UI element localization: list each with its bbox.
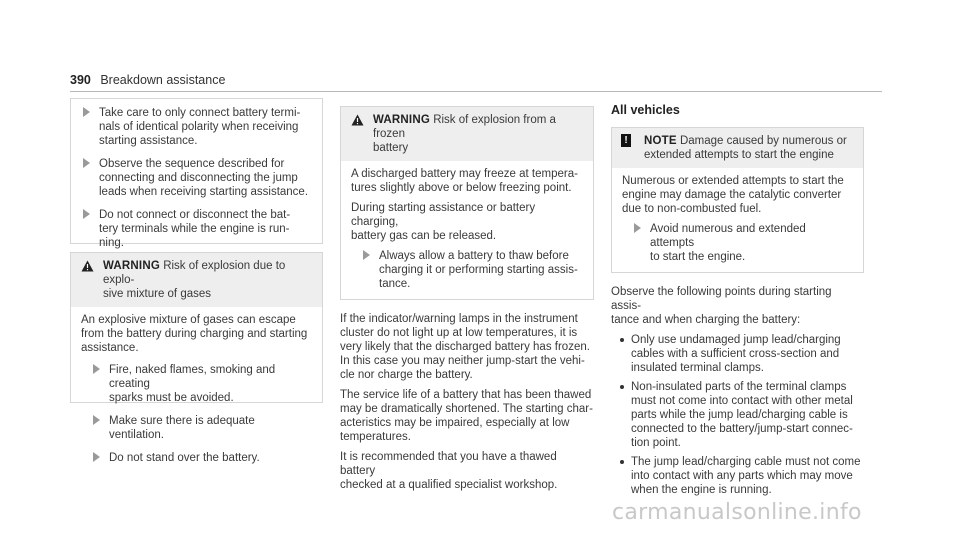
- arrow-bullet-icon: [93, 452, 100, 462]
- arrow-bullet-icon: [93, 415, 100, 425]
- warning-text: An explosive mixture of gases can escape from the battery during charging and starting assistance.: [81, 314, 308, 354]
- warning-title: Risk of explosion due to explo-: [103, 260, 286, 286]
- bullet-dot-icon: [620, 460, 624, 464]
- page-number: 390: [70, 73, 91, 87]
- intro-paragraph: Observe the following points during starting assis- tance and when charging the battery:: [611, 286, 832, 326]
- body-paragraph: It is recommended that you have a thawed battery checked at a qualified specialist workshop.: [340, 451, 558, 491]
- list-item: Do not stand over the battery.: [81, 451, 312, 465]
- list-item: Always allow a battery to thaw before charging it or performing starting assis- tance.: [351, 249, 583, 291]
- list-item: Take care to only connect battery termi- nals of identical polarity when receiving starting assistance.: [71, 106, 322, 148]
- section-title: Breakdown assistance: [100, 73, 226, 87]
- list-item: The jump lead/charging cable must not come into contact with any parts which may move when the engine is running.: [611, 455, 864, 497]
- column-2: [340, 106, 594, 498]
- note-title: Damage caused by numerous or: [679, 135, 847, 147]
- arrow-bullet-icon: [83, 107, 90, 117]
- warning-header: [71, 253, 322, 307]
- warning-title: Risk of explosion from a frozen: [373, 114, 556, 140]
- bullet-dot-icon: [620, 385, 624, 389]
- body-paragraph: The service life of a battery that has been thawed may be dramatically shortened. The starting char- acteristics may be impaired, especially at low temperatures.: [340, 389, 593, 443]
- warning-paragraph: During starting assistance or battery charging, battery gas can be released.: [351, 202, 536, 242]
- arrow-bullet-icon: [83, 158, 90, 168]
- arrow-bullet-icon: [83, 209, 90, 219]
- arrow-bullet-icon: [634, 223, 641, 233]
- note-box: [611, 127, 864, 273]
- list-item: Fire, naked flames, smoking and creating sparks must be avoided.: [81, 363, 312, 405]
- note-text: Numerous or extended attempts to start the engine may damage the catalytic converter due to non-combusted fuel.: [622, 175, 844, 215]
- warning-title-cont: battery: [373, 142, 409, 154]
- warning-header: [341, 107, 593, 161]
- warning-title-cont: sive mixture of gases: [103, 288, 212, 300]
- list-item: Avoid numerous and extended attempts to start the engine.: [622, 222, 853, 264]
- warning-triangle-icon: [81, 260, 94, 272]
- bullet-dot-icon: [620, 338, 624, 342]
- arrow-bullet-icon: [93, 364, 100, 374]
- page-header: [70, 73, 225, 87]
- column-3: [611, 103, 864, 502]
- list-item: Make sure there is adequate ventilation.: [81, 414, 312, 442]
- watermark: carmanualsonline.info: [612, 500, 862, 525]
- list-item: Observe the sequence described for connecting and disconnecting the jump leads when receiving starting assistance.: [71, 157, 322, 199]
- list-item: Do not connect or disconnect the bat- tery terminals while the engine is run- ning.: [71, 208, 322, 250]
- warning-box: [70, 252, 323, 464]
- instruction-box: [70, 98, 323, 249]
- list-item: Non-insulated parts of the terminal clamps must not come into contact with other metal parts while the jump lead/charging cable is connected to the battery/jump-start connec- tion point.: [611, 380, 864, 450]
- body-paragraph: If the indicator/warning lamps in the instrument cluster do not light up at low temperatures, it is very likely that the discharged battery has frozen. In this case you may neither jump-start the vehi- cle nor charge the battery.: [340, 313, 590, 381]
- list-item: Only use undamaged jump lead/charging cables with a sufficient cross-section and insulated terminal clamps.: [611, 333, 864, 375]
- warning-paragraph: A discharged battery may freeze at tempera- tures slightly above or below freezing point.: [351, 168, 578, 194]
- arrow-bullet-icon: [363, 250, 370, 260]
- exclamation-icon: !: [621, 134, 631, 147]
- warning-triangle-icon: [351, 114, 364, 126]
- section-heading: All vehicles: [611, 103, 680, 117]
- column-1: [70, 98, 323, 464]
- header-divider: [70, 91, 882, 92]
- warning-box: [340, 106, 594, 300]
- warning-keyword: WARNING: [373, 114, 430, 126]
- warning-keyword: WARNING: [103, 260, 160, 272]
- note-title-cont: extended attempts to start the engine: [644, 149, 834, 161]
- note-keyword: NOTE: [644, 135, 677, 147]
- note-header: [612, 128, 863, 168]
